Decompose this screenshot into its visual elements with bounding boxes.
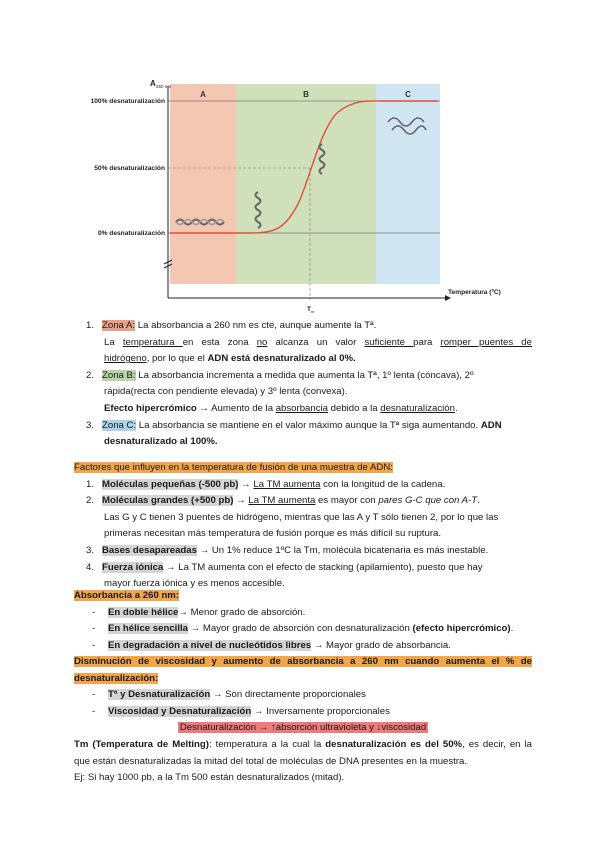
zone-a-tag: Zona A: bbox=[102, 320, 136, 331]
zone-a-label: A bbox=[200, 90, 206, 99]
zone-b-tag: Zona B: bbox=[102, 369, 136, 381]
zone-c-tag: Zona C: bbox=[102, 419, 137, 431]
factor-item-4: 4. Fuerza iónica → La TM aumenta con el efecto de stacking (apilamiento), puesto que hay bbox=[86, 561, 483, 573]
factor-item-2: 2. Moléculas grandes (+500 pb) → La TM aumenta es mayor con pares G-C que con A-T. bbox=[86, 495, 480, 507]
viscosity-item-1: - Tª y Desnaturalización → Son directamente proporcionales bbox=[92, 689, 366, 701]
absorbance-title: Absorbancia a 260 nm: bbox=[74, 590, 180, 601]
svg-text:260 nm: 260 nm bbox=[156, 84, 172, 89]
zone-c-label: C bbox=[405, 90, 411, 99]
summary-box: Desnaturalización → ↑absorción ultravioleta y ↓viscosidad bbox=[179, 722, 427, 734]
factor-item-1: 1. Moléculas pequeñas (-500 pb) → La TM aumenta con la longitud de la cadena. bbox=[86, 478, 446, 490]
y-axis-label: A bbox=[150, 79, 156, 88]
viscosity-title: Disminución de viscosidad y aumento de absorbancia a 260 nm cuando aumenta el % de bbox=[74, 656, 532, 667]
zones-list: 1. Zona A: La absorbancia a 260 nm es cte, aunque aumente la Tª. La temperatura en esta zona no alcanza un valor suficiente para romper puentes de hidrógeno, por lo que el ADN está desnaturalizado al 0%. 2. Zona B: La absorbancia incrementa a medida que aumenta la Tª, 1º lenta (cóncava), 2º rápida(recta con pendiente elevada) y 3º lenta (convexa). Efecto hipercrómico → Aumento de la absorbancia debido a la desnaturalización. 3. Zona C: La absorbancia se mantiene en el valor máximo aunque la Tª siga aumentando. ADN desnaturalizado al 100%. bbox=[74, 318, 532, 451]
zone-a-region bbox=[170, 84, 236, 284]
zone-c-region bbox=[376, 84, 440, 284]
level-50-label: 50% desnaturalización bbox=[94, 165, 165, 172]
absorbance-item-3: - En degradación a nivel de nucleótidos libres → Mayor grado de absorbancia. bbox=[92, 639, 451, 651]
x-axis-label: Temperatura (ºC) bbox=[448, 289, 501, 296]
tm-label: T bbox=[307, 306, 312, 313]
svg-text:m: m bbox=[311, 309, 315, 314]
factors-title: Factores que influyen en la temperatura de fusión de una muestra de ADN: bbox=[74, 462, 393, 473]
absorbance-item-1: - En doble hélice→ Menor grado de absorción. bbox=[92, 606, 306, 618]
viscosity-section: Disminución de viscosidad y aumento de absorbancia a 260 nm cuando aumenta el % de desnaturalización: - Tª y Desnaturalización → Son directamente proporcionales - Viscosidad y Desnaturalización → Inversamente proporcionales Desnaturalización → ↑absorción ultravioleta y ↓viscosidad bbox=[74, 656, 532, 734]
tm-definition: Tm (Temperatura de Melting): temperatura a la cual la desnaturalización es del 50%, es decir, en la que están desnaturalizadas la mitad del total de moléculas de DNA presentes en la muestra. Ej: Si hay 1000 pb, a la Tm 500 están desnaturalizados (mitad). bbox=[74, 739, 532, 784]
viscosity-item-2: - Viscosidad y Desnaturalización → Inversamente proporcionales bbox=[92, 705, 390, 717]
zone-b-label: B bbox=[303, 90, 309, 99]
factor-item-3: 3. Bases desapareadas → Un 1% reduce 1ºC la Tm, molécula bicatenaria es más inestable. bbox=[86, 544, 489, 556]
absorbance-item-2: - En hélice sencilla → Mayor grado de absorción con desnaturalización (efecto hipercrómico). bbox=[92, 623, 514, 635]
zone-a-item: 1. Zona A: La absorbancia a 260 nm es cte, aunque aumente la Tª. bbox=[86, 320, 377, 331]
denaturation-curve-figure bbox=[70, 74, 530, 320]
level-100-label: 100% desnaturalización bbox=[90, 98, 165, 105]
level-0-label: 0% desnaturalización bbox=[97, 230, 165, 237]
zone-b-item: 2. Zona B: La absorbancia incrementa a medida que aumenta la Tª, 1º lenta (cóncava), 2º bbox=[86, 369, 474, 381]
zone-c-item: 3. Zona C: La absorbancia se mantiene en el valor máximo aunque la Tª siga aumentando. ADN bbox=[86, 419, 502, 431]
factors-section: Factores que influyen en la temperatura de fusión de una muestra de ADN: 1. Moléculas pequeñas (-500 pb) → La TM aumenta con la longitud de la cadena. 2. Moléculas grandes (+500 pb) → La TM aumenta es mayor con pares G-C que con A-T. Las G y C tienen 3 puentes de hidrógeno, mientras que las A y T sólo tienen 2, por lo que las primeras necesitan más temperatura de fusión porque es más difícil su ruptura. 3. Bases desapareadas → Un 1% reduce 1ºC la Tm, molécula bicatenaria es más inestable. 4. Fuerza iónica → La TM aumenta con el efecto de stacking (apilamiento), puesto que hay mayor fuerza iónica y es menos accesible. bbox=[74, 460, 532, 593]
absorbance-section bbox=[74, 588, 532, 654]
